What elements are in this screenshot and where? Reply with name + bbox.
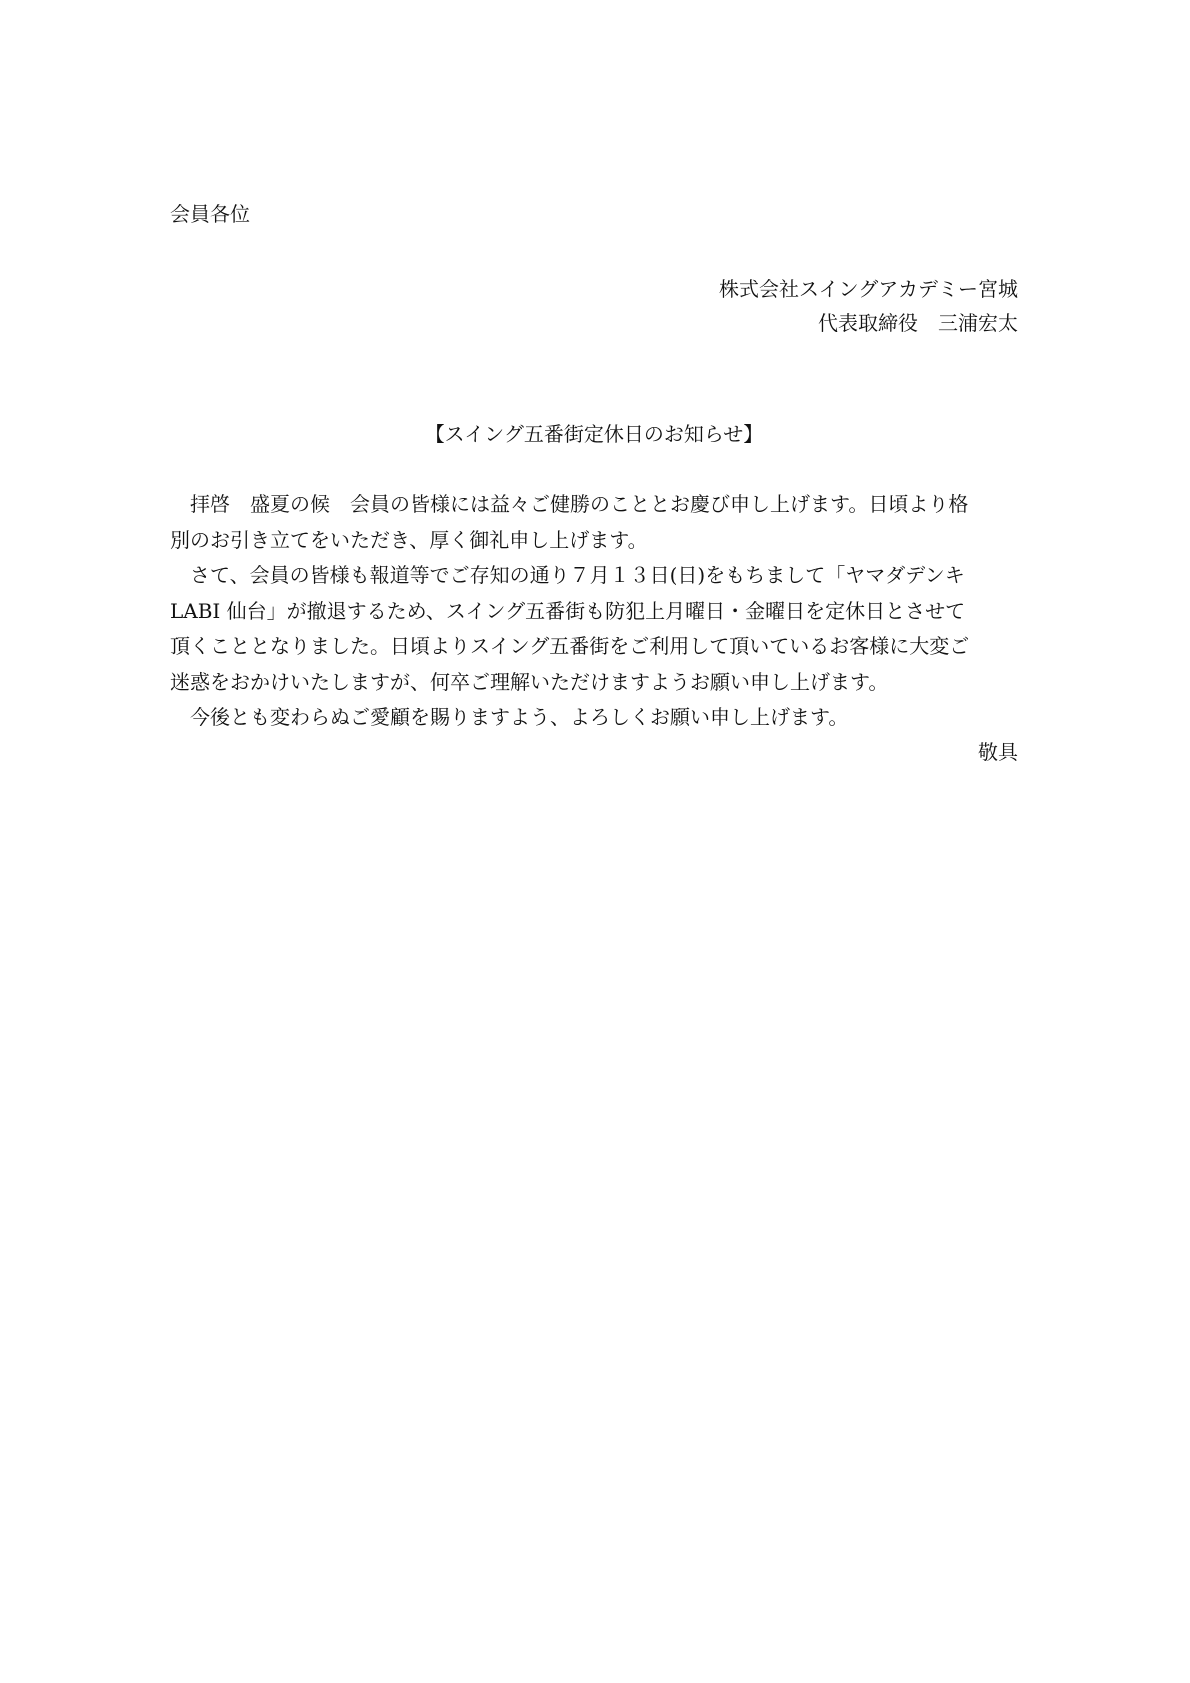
body-line: さて、会員の皆様も報道等でご存知の通り７月１３日(日)をもちまして「ヤマダデンキ bbox=[170, 563, 965, 587]
body-line: 頂くこととなりました。日頃よりスイング五番街をご利用して頂いているお客様に大変ご bbox=[170, 634, 970, 658]
notice-title: 【スイング五番街定休日のお知らせ】 bbox=[424, 422, 764, 446]
body-line: 迷惑をおかけいたしますが、何卒ご理解いただけますようお願い申し上げます。 bbox=[170, 669, 889, 694]
closing-phrase: 敬具 bbox=[978, 740, 1018, 764]
sender-block bbox=[719, 272, 1018, 340]
body-line: 別のお引き立てをいただき、厚く御礼申し上げます。 bbox=[170, 527, 648, 552]
body-line: 今後とも変わらぬご愛顧を賜りますよう、よろしくお願い申し上げます。 bbox=[170, 705, 849, 729]
addressee: 会員各位 bbox=[170, 202, 250, 226]
body-line: LABI 仙台」が撤退するため、スイング五番街も防犯上月曜日・金曜日を定休日とさせて bbox=[170, 598, 966, 623]
letter-body bbox=[170, 487, 1020, 736]
sender-representative: 代表取締役 三浦宏太 bbox=[818, 311, 1018, 335]
sender-company: 株式会社スイングアカデミー宮城 bbox=[719, 277, 1018, 301]
body-line: 拝啓 盛夏の候 会員の皆様には益々ご健勝のこととお慶び申し上げます。日頃より格 bbox=[170, 492, 969, 516]
